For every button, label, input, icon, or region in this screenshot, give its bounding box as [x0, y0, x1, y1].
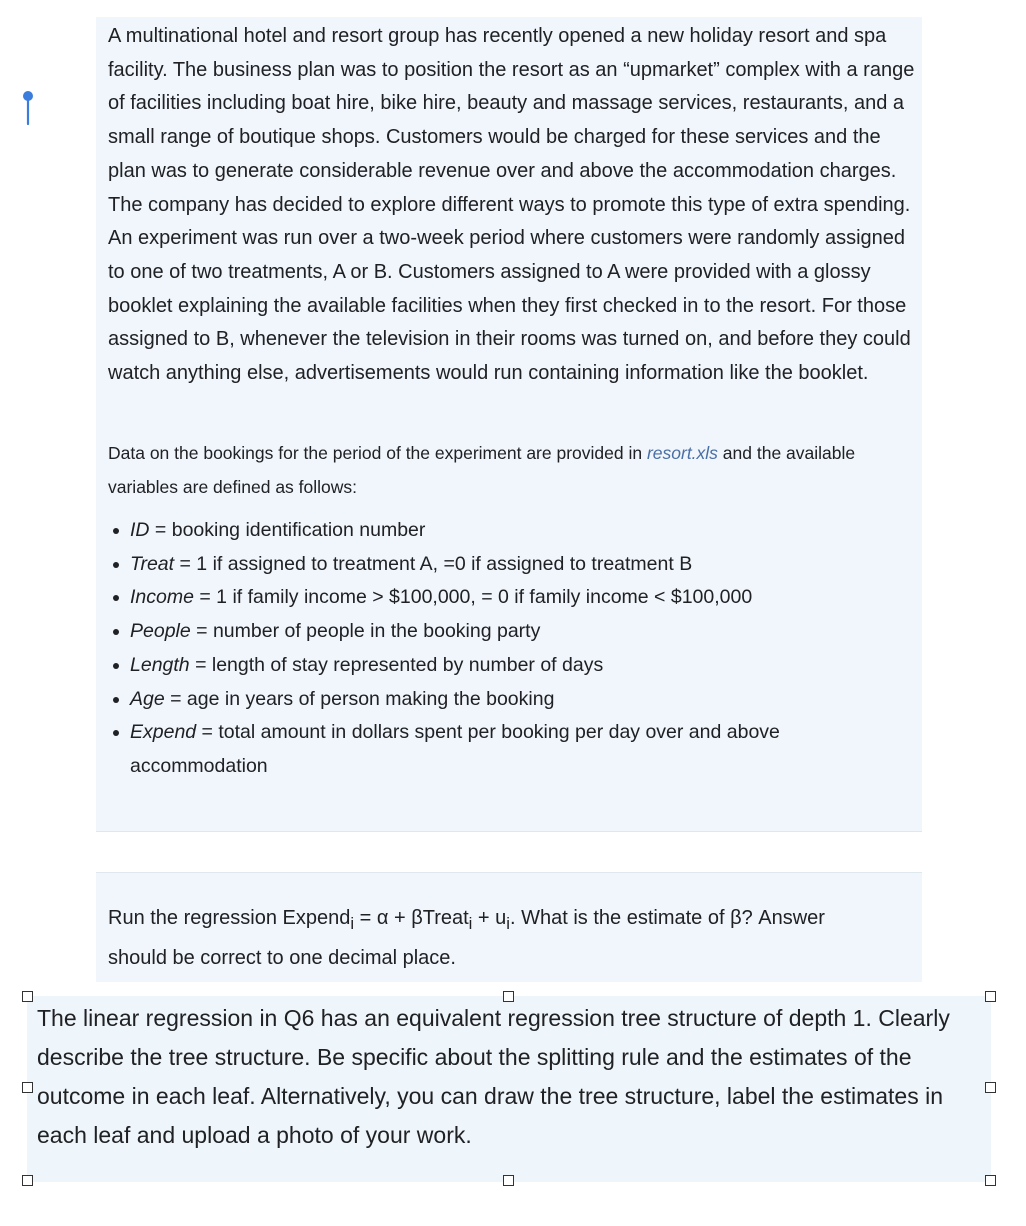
- list-item: [130, 716, 910, 783]
- pin-icon[interactable]: [20, 90, 36, 126]
- list-item: [130, 649, 910, 683]
- variable-name: ID: [130, 519, 150, 541]
- resize-handle-bottom-center[interactable]: [503, 1175, 514, 1186]
- q6-text-part: = α + βTreat: [354, 907, 469, 929]
- variable-definition: = 1 if family income > $100,000, = 0 if family income < $100,000: [193, 586, 753, 609]
- resize-handle-bottom-right[interactable]: [985, 1175, 996, 1186]
- subscript-i: i: [350, 914, 355, 933]
- context-panel: [96, 17, 922, 832]
- resize-handle-middle-right[interactable]: [985, 1082, 996, 1093]
- context-paragraph: A multinational hotel and resort group has recently opened a new holiday resort and spa facility. The business plan was to position the resort as an “upmarket” complex with a range of facilities including boat hire, bike hire, beauty and massage services, restaurants, and a small range of boutique shops. Customers would be charged for these services and the plan was to generate considerable revenue over and above the accommodation charges. The company has decided to explore different ways to promote this type of extra spending. An experiment was run over a two-week period where customers were randomly assigned to one of two treatments, A or B. Customers assigned to A were provided with a glossy booklet explaining the available facilities when they first checked in to the resort. For those assigned to B, whenever the television in their rooms was turned on, and before they could watch anything else, advertisements would run containing information like the booklet.: [108, 25, 915, 385]
- subscript-i: i: [506, 914, 510, 933]
- data-intro: [108, 437, 916, 504]
- resize-handle-bottom-left[interactable]: [22, 1175, 33, 1186]
- resize-handle-middle-left[interactable]: [22, 1082, 33, 1093]
- q6-text-part: Run the regression Expend: [108, 907, 351, 929]
- q6-text-part: + u: [472, 907, 507, 929]
- variable-definition: = total amount in dollars spent per booking per day over and above accommodation: [130, 721, 780, 777]
- list-item: [130, 683, 910, 717]
- list-item: [130, 581, 910, 615]
- list-item: [130, 548, 910, 582]
- data-intro-before: Data on the bookings for the period of the experiment are provided in: [108, 443, 647, 463]
- variable-name: People: [130, 620, 191, 643]
- resize-handle-top-right[interactable]: [985, 991, 996, 1002]
- variable-definition: = number of people in the booking party: [190, 620, 541, 643]
- variable-definition: = booking identification number: [149, 519, 426, 541]
- subscript-i: i: [468, 914, 473, 933]
- question-7-selected-block[interactable]: [27, 996, 991, 1182]
- list-item: [130, 615, 910, 649]
- question-7-text: The linear regression in Q6 has an equivalent regression tree structure of depth 1. Clearly describe the tree structure. Be specific about the splitting rule and the estimates of the outcome in each leaf. Alternatively, you can draw the tree structure, label the estimates in each leaf and upload a photo of your work.: [37, 1005, 950, 1148]
- variable-definition: = 1 if assigned to treatment A, =0 if assigned to treatment B: [174, 552, 693, 575]
- question-6-panel: [96, 872, 922, 982]
- list-item: [130, 514, 910, 548]
- variable-list: [108, 514, 910, 784]
- resize-handle-top-left[interactable]: [22, 991, 33, 1002]
- variable-name: Treat: [130, 552, 175, 575]
- variable-definition: = age in years of person making the booking: [164, 687, 555, 710]
- variable-name: Income: [130, 586, 194, 609]
- variable-name: Length: [130, 653, 190, 676]
- resort-xls-link[interactable]: resort.xls: [646, 443, 718, 463]
- resize-handle-top-center[interactable]: [503, 991, 514, 1002]
- variable-name: Expend: [130, 721, 197, 744]
- variable-definition: = length of stay represented by number of days: [189, 653, 604, 676]
- data-intro-after: and the available variables are defined as follows:: [108, 443, 856, 497]
- variable-name: Age: [130, 687, 165, 710]
- q6-text-part: . What is the estimate of β? Answer should be correct to one decimal place.: [108, 907, 825, 969]
- question-6-text: [108, 901, 888, 975]
